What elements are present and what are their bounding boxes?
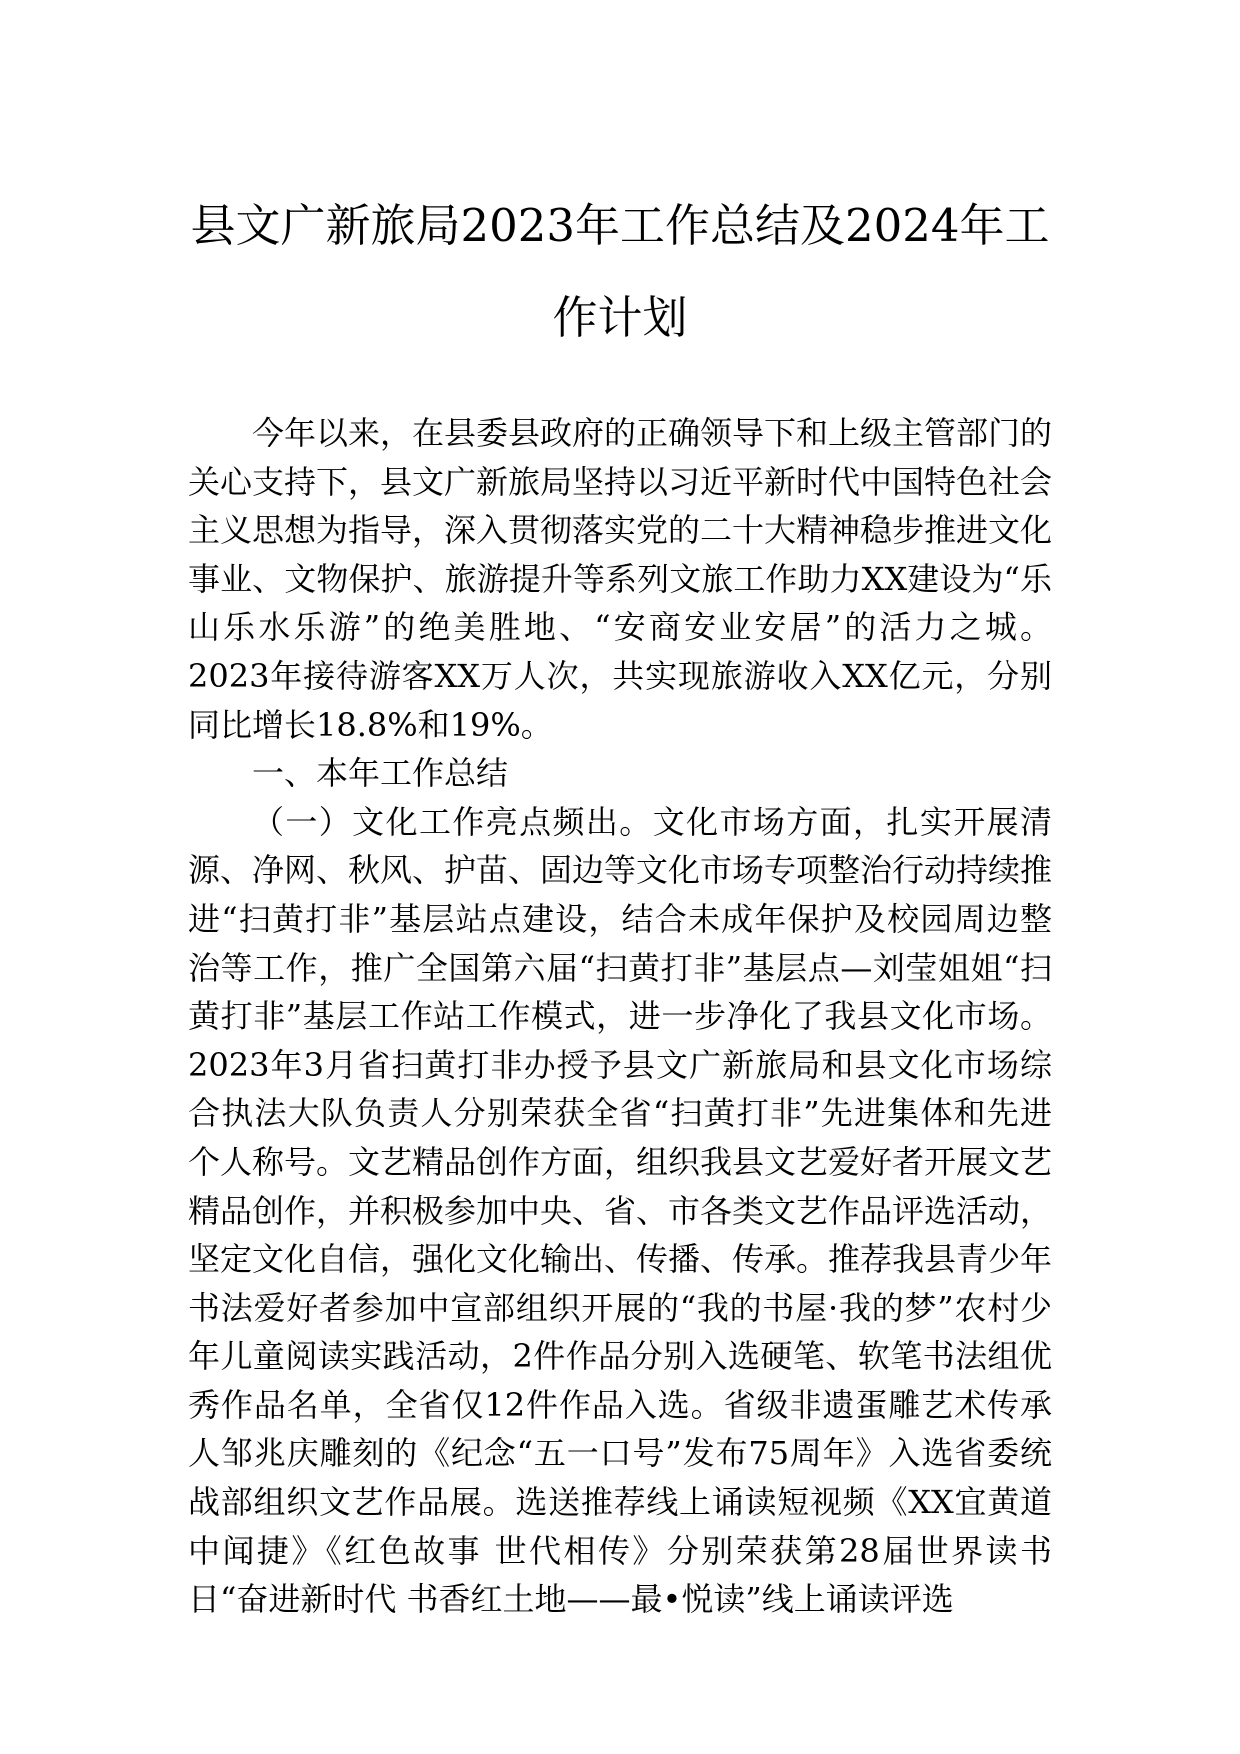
culture-work-paragraph: （一）文化工作亮点频出。文化市场方面，扎实开展清源、净网、秋风、护苗、固边等文化市场专项整治行动持续推进“扫黄打非”基层站点建设，结合未成年保护及校园周边整治等工作，推广全国第六届“扫黄打非”基层点—刘莹姐姐“扫黄打非”基层工作站工作模式，进一步净化了我县文化市场。2023年3月省扫黄打非办授予县文广新旅局和县文化市场综合执法大队负责人分别荣获全省“扫黄打非”先进集体和先进个人称号。文艺精品创作方面，组织我县文艺爱好者开展文艺精品创作，并积极参加中央、省、市各类文艺作品评选活动，坚定文化自信，强化文化输出、传播、传承。推荐我县青少年书法爱好者参加中宣部组织开展的“我的书屋·我的梦”农村少年儿童阅读实践活动，2件作品分别入选硬笔、软笔书法组优秀作品名单，全省仅12件作品入选。省级非遗蛋雕艺术传承人邹兆庆雕刻的《纪念“五一口号”发布75周年》入选省委统战部组织文艺作品展。选送推荐线上诵读短视频《XX宜黄道中闻捷》《红色故事 世代相传》分别荣获第28届世界读书日“奋进新时代 书香红土地——最•悦读”线上诵读评选 [188, 802, 1053, 1619]
document-page [188, 0, 1052, 1624]
intro-paragraph: 今年以来，在县委县政府的正确领导下和上级主管部门的关心支持下，县文广新旅局坚持以习近平新时代中国特色社会主义思想为指导，深入贯彻落实党的二十大精神稳步推进文化事业、文物保护、旅游提升等系列文旅工作助力XX建设为“乐山乐水乐游”的绝美胜地、“安商安业安居”的活力之城。2023年接待游客XX万人次，共实现旅游收入XX亿元，分别同比增长18.8%和19%。 [188, 414, 1053, 744]
document-body [188, 409, 1052, 1624]
document-title: 县文广新旅局2023年工作总结及2024年工作计划 [190, 199, 1050, 344]
section-heading: 一、本年工作总结 [252, 754, 509, 793]
